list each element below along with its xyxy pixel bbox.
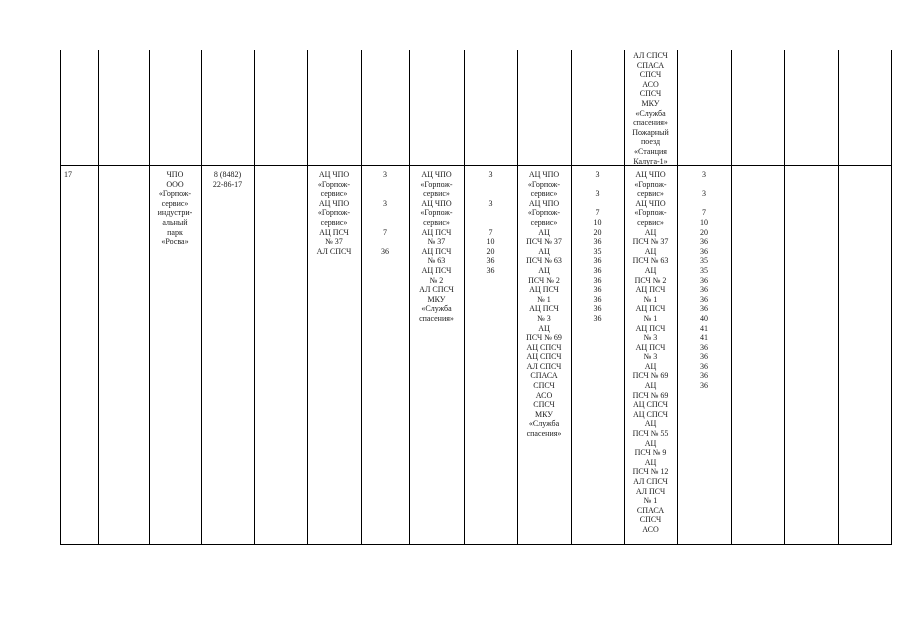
column-border [731,50,732,545]
equipment-list-col6: АЦ ЧПО «Горпож- сервис» АЦ ЧПО «Горпож- сервис» АЦ ПСЧ № 37 АЛ СПСЧ [316,170,352,256]
numbers-col9: 3 3 7 10 20 36 36 [486,170,495,275]
column-border [464,50,465,545]
column-border [60,50,61,545]
column-border [784,50,785,545]
phone-number: 8 (8482) 22-86-17 [212,170,243,189]
numbers-col13: 3 3 7 10 20 36 36 35 35 36 36 36 36 40 41 41 36 36 36 36 36 [700,170,708,391]
numbers-col11: 3 3 7 10 20 36 35 36 36 36 36 36 36 36 [593,170,602,323]
row-border [60,165,892,166]
column-border [149,50,150,545]
equipment-list-col8: АЦ ЧПО «Горпож- сервис» АЦ ЧПО «Горпож- сервис» АЦ ПСЧ № 37 АЦ ПСЧ № 63 АЦ ПСЧ № 2 АЛ СПСЧ МКУ «Служба спасения» [419,170,454,323]
column-border [307,50,308,545]
column-border [254,50,255,545]
column-border [891,50,892,545]
top-row-col11-text: АЛ СПСЧ СПАСА СПСЧ АСО СПСЧ МКУ «Служба спасения» Пожарный поезд «Станция Калуга-1» [632,51,669,166]
column-border [838,50,839,545]
row-border [60,544,892,545]
equipment-list-col10: АЦ ЧПО «Горпож- сервис» АЦ ЧПО «Горпож- сервис» АЦ ПСЧ № 37 АЦ ПСЧ № 63 АЦ ПСЧ № 2 АЦ ПСЧ № 1 АЦ ПСЧ № 3 АЦ ПСЧ № 69 АЦ СПСЧ АЦ СПСЧ АЛ СПСЧ СПАСА СПСЧ АСО СПСЧ МКУ «Служба спасения» [526,170,562,439]
row-number: 17 [64,170,72,179]
column-border [201,50,202,545]
numbers-col7: 3 3 7 36 [381,170,389,256]
equipment-list-col12: АЦ ЧПО «Горпож- сервис» АЦ ЧПО «Горпож- сервис» АЦ ПСЧ № 37 АЦ ПСЧ № 63 АЦ ПСЧ № 2 АЦ ПСЧ № 1 АЦ ПСЧ № 1 АЦ ПСЧ № 3 АЦ ПСЧ № 3 АЦ ПСЧ № 69 АЦ ПСЧ № 69 АЦ СПСЧ АЦ СПСЧ АЦ ПСЧ № 55 АЦ ПСЧ № 9 АЦ ПСЧ № 12 АЛ СПСЧ АЛ ПСЧ № 1 СПАСА СПСЧ АСО [632,170,669,534]
organization-name: ЧПО ООО «Горпож- сервис» индустри- альный парк «Росва» [157,170,193,247]
column-border [361,50,362,545]
column-border [98,50,99,545]
